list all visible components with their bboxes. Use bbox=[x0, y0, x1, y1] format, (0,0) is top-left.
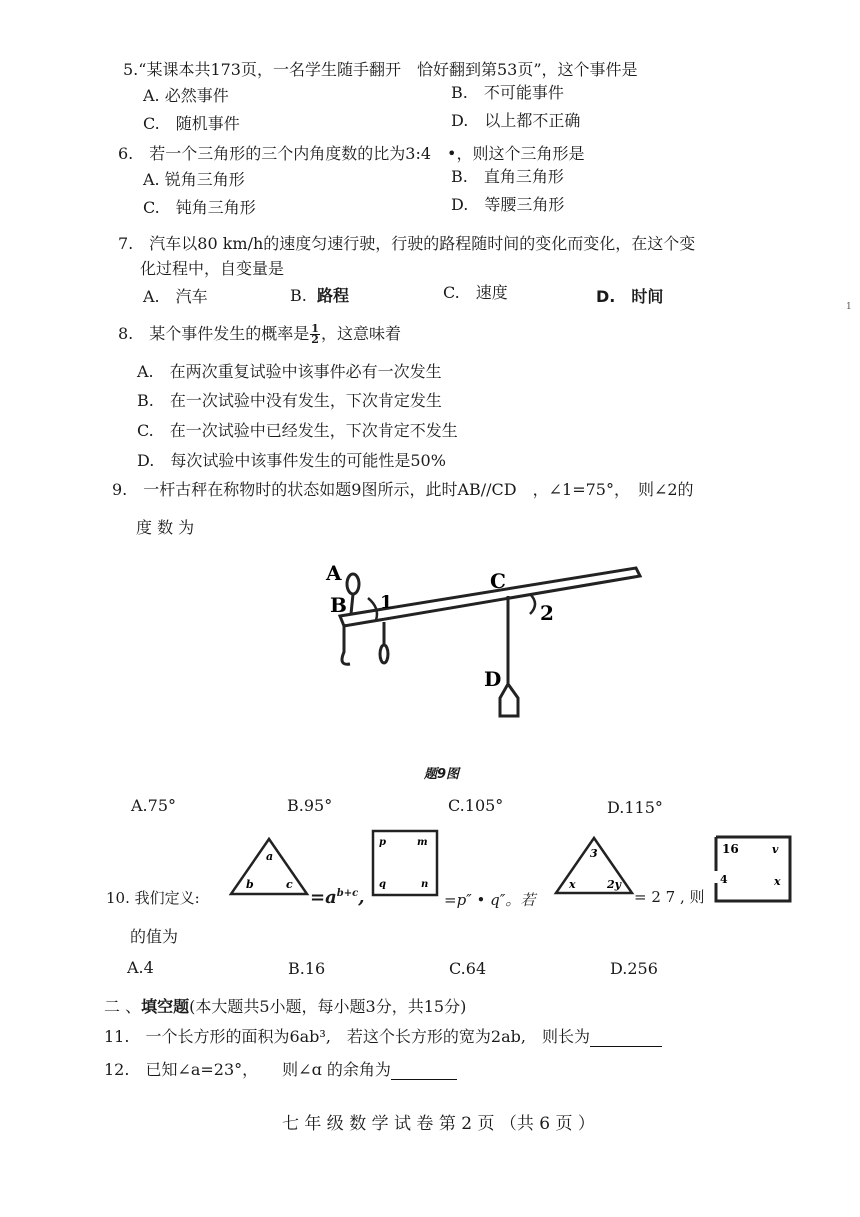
tri1-top: a bbox=[266, 850, 274, 863]
label-b: B bbox=[330, 593, 347, 617]
sq2-br: x bbox=[774, 875, 781, 888]
q8-fraction-denominator: 2 bbox=[311, 333, 319, 346]
q9-option-a: A.75° bbox=[131, 796, 176, 815]
page-footer: 七 年 级 数 学 试 卷 第 2 页 （共 6 页 ） bbox=[282, 1114, 595, 1134]
q9-option-c: C.105° bbox=[448, 796, 504, 815]
q7-option-b-text: 路程 bbox=[317, 286, 350, 305]
section-2-description: (本大题共5小题，每小题3分，共15分) bbox=[189, 997, 467, 1016]
sq1-tl: p bbox=[379, 837, 386, 848]
q6-option-c: C. 钝角三角形 bbox=[143, 198, 256, 217]
q9-figure-caption: 题9图 bbox=[424, 767, 460, 782]
section-2-number: 二 、 bbox=[104, 997, 142, 1016]
q7-option-c: C. 速度 bbox=[443, 283, 508, 302]
q8-option-a: A. 在两次重复试验中该事件必有一次发生 bbox=[137, 362, 442, 381]
q10-equation-2: = 2 7 , 则 bbox=[634, 888, 705, 906]
q7-option-b bbox=[290, 286, 349, 306]
q6-stem: 6. 若一个三角形的三个内角度数的比为3:4 •，则这个三角形是 bbox=[118, 144, 585, 163]
sq2-tr: v bbox=[772, 843, 779, 856]
sq2-tl: 16 bbox=[722, 842, 739, 856]
q12 bbox=[104, 1060, 457, 1080]
sq2-bl: 4 bbox=[720, 873, 728, 886]
q8-stem-prefix: 8. 某个事件发生的概率是 bbox=[118, 324, 310, 343]
q5-option-a: A. 必然事件 bbox=[143, 86, 229, 105]
q5-option-d: D. 以上都不正确 bbox=[451, 111, 581, 130]
q9-steelyard-figure bbox=[318, 556, 658, 726]
q10-option-d: D.256 bbox=[610, 959, 658, 978]
sq1-tr: m bbox=[417, 837, 428, 848]
angle-2-arc bbox=[530, 594, 535, 614]
label-c: C bbox=[490, 569, 506, 593]
steelyard-hook bbox=[342, 624, 350, 664]
q10-triangle-condition bbox=[553, 835, 635, 897]
q8-stem-suffix: ，这意味着 bbox=[320, 324, 401, 343]
label-1: 1 bbox=[380, 592, 393, 613]
label-2: 2 bbox=[540, 601, 554, 625]
q9-option-b: B.95° bbox=[287, 796, 333, 815]
tri1-left: b bbox=[246, 878, 254, 891]
q9-stem-line2: 度 数 为 bbox=[136, 518, 195, 537]
q10-middle-text: =p″ • q″。若 bbox=[444, 891, 536, 909]
q8-option-d: D. 每次试验中该事件发生的可能性是50% bbox=[137, 451, 446, 470]
q6-option-d: D. 等腰三角形 bbox=[451, 195, 565, 214]
side-page-mark: 1 bbox=[846, 302, 852, 312]
steelyard-pan bbox=[500, 684, 518, 716]
q11-text: 11. 一个长方形的面积为6ab³, 若这个长方形的宽为2ab, 则长为 bbox=[104, 1027, 590, 1046]
q7-option-b-letter: B. bbox=[290, 286, 307, 305]
q10-option-c: C.64 bbox=[449, 959, 487, 978]
q10-eq1-exponent: b+c bbox=[336, 888, 359, 899]
q10-square-question bbox=[714, 835, 794, 905]
tri1-right: c bbox=[286, 878, 293, 891]
q10-equation-1 bbox=[310, 884, 365, 908]
q7-stem-line1: 7. 汽车以80 km/h的速度匀速行驶，行驶的路程随时间的变化而变化，在这个变 bbox=[118, 234, 696, 253]
q10-stem-line2: 的值为 bbox=[130, 927, 179, 946]
q8-fraction-numerator: 1 bbox=[311, 322, 319, 335]
section-2-title: 填空题 bbox=[141, 997, 190, 1016]
q7-stem-line2: 化过程中，自变量是 bbox=[140, 259, 285, 278]
q5-option-c: C. 随机事件 bbox=[143, 114, 240, 133]
label-a: A bbox=[326, 561, 342, 585]
q9-option-d: D.115° bbox=[607, 798, 663, 817]
q10-triangle-definition bbox=[228, 836, 310, 898]
label-d: D bbox=[484, 667, 502, 691]
q8-option-b: B. 在一次试验中没有发生，下次肯定发生 bbox=[137, 391, 442, 410]
q10-eq1-comma: , bbox=[358, 887, 365, 908]
q10-option-a: A.4 bbox=[127, 958, 154, 977]
q10-square-definition bbox=[371, 829, 441, 899]
q10-option-b: B.16 bbox=[288, 959, 326, 978]
tri2-top: 3 bbox=[590, 847, 598, 860]
steelyard-ring bbox=[347, 574, 359, 594]
q7-option-d: D. 时间 bbox=[596, 287, 664, 306]
section-2-heading bbox=[104, 997, 466, 1017]
q9-stem-line1: 9. 一杆古秤在称物时的状态如题9图所示，此时AB//CD ，∠1=75°， 则∠2的 bbox=[112, 480, 694, 499]
q12-text: 12. 已知∠a=23°， 则∠ɑ 的余角为 bbox=[104, 1060, 391, 1079]
q10-prefix: 10. 我们定义: bbox=[106, 889, 200, 907]
tri2-left: x bbox=[569, 878, 576, 891]
q7-option-a: A. 汽车 bbox=[143, 287, 208, 306]
q8-option-c: C. 在一次试验中已经发生，下次肯定不发生 bbox=[137, 421, 458, 440]
q6-option-a: A. 锐角三角形 bbox=[143, 170, 245, 189]
q5-option-b: B. 不可能事件 bbox=[451, 83, 564, 102]
q11 bbox=[104, 1027, 662, 1047]
sq1-bl: q bbox=[379, 879, 386, 890]
q6-option-b: B. 直角三角形 bbox=[451, 167, 564, 186]
q12-answer-blank bbox=[391, 1063, 457, 1080]
tri2-right: 2y bbox=[607, 878, 622, 891]
q5-stem: 5.“某课本共173页，一名学生随手翻开 恰好翻到第53页”，这个事件是 bbox=[123, 60, 638, 79]
sq1-br: n bbox=[421, 879, 429, 890]
q8-stem bbox=[118, 324, 401, 345]
q8-fraction bbox=[310, 324, 320, 345]
q11-answer-blank bbox=[590, 1030, 662, 1047]
q10-eq1-base: =a bbox=[310, 887, 337, 908]
